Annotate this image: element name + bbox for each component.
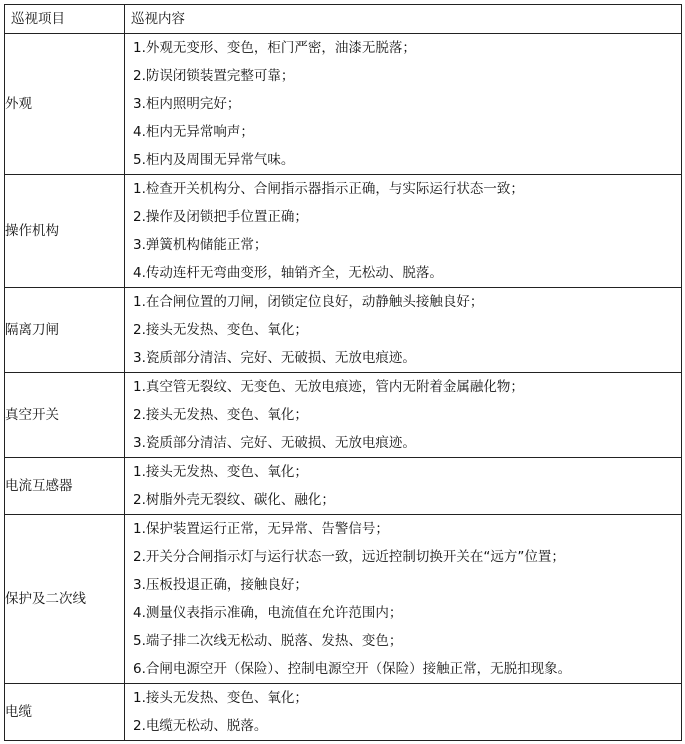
list-item: 1.在合闸位置的刀闸，闭锁定位良好，动静触头接触良好； <box>133 294 484 310</box>
table-row <box>5 373 682 458</box>
header-row <box>5 5 682 34</box>
row-items <box>125 684 682 741</box>
row-category: 真空开关 <box>5 373 125 458</box>
list-item: 1.接头无发热、变色、氧化； <box>133 464 308 480</box>
row-items <box>125 34 682 175</box>
row-category: 操作机构 <box>5 175 125 288</box>
list-item: 2.接头无发热、变色、氧化； <box>133 322 308 338</box>
table-row <box>5 175 682 288</box>
table-row <box>5 458 682 515</box>
list-item: 2.电缆无松动、脱落。 <box>133 718 268 734</box>
list-item: 4.传动连杆无弯曲变形，轴销齐全，无松动、脱落。 <box>133 265 443 281</box>
table-row <box>5 515 682 684</box>
inspection-table <box>4 4 682 741</box>
list-item: 6.合闸电源空开（保险）、控制电源空开（保险）接触正常，无脱扣现象。 <box>133 661 572 677</box>
list-item: 3.弹簧机构储能正常； <box>133 237 268 253</box>
header-inspection-content: 巡视内容 <box>125 5 682 34</box>
row-category: 隔离刀闸 <box>5 288 125 373</box>
list-item: 1.接头无发热、变色、氧化； <box>133 690 308 706</box>
row-items <box>125 175 682 288</box>
row-items <box>125 458 682 515</box>
list-item: 1.真空管无裂纹、无变色、无放电痕迹，管内无附着金属融化物； <box>133 379 524 395</box>
list-item: 2.开关分合闸指示灯与运行状态一致，远近控制切换开关在“远方”位置； <box>133 549 565 565</box>
table-row <box>5 34 682 175</box>
list-item: 3.瓷质部分清洁、完好、无破损、无放电痕迹。 <box>133 350 416 366</box>
row-category: 电缆 <box>5 684 125 741</box>
list-item: 2.防误闭锁装置完整可靠； <box>133 68 295 84</box>
row-items <box>125 373 682 458</box>
list-item: 3.柜内照明完好； <box>133 96 241 112</box>
list-item: 1.外观无变形、变色，柜门严密，油漆无脱落； <box>133 40 416 56</box>
row-items <box>125 288 682 373</box>
header-inspection-item: 巡视项目 <box>5 5 125 34</box>
list-item: 2.接头无发热、变色、氧化； <box>133 407 308 423</box>
row-category: 外观 <box>5 34 125 175</box>
list-item: 2.树脂外壳无裂纹、碳化、融化； <box>133 492 335 508</box>
list-item: 5.柜内及周围无异常气味。 <box>133 152 295 168</box>
list-item: 5.端子排二次线无松动、脱落、发热、变色； <box>133 633 403 649</box>
row-category: 保护及二次线 <box>5 515 125 684</box>
table-row <box>5 288 682 373</box>
row-category: 电流互感器 <box>5 458 125 515</box>
list-item: 4.柜内无异常响声； <box>133 124 254 140</box>
list-item: 3.瓷质部分清洁、完好、无破损、无放电痕迹。 <box>133 435 416 451</box>
list-item: 3.压板投退正确，接触良好； <box>133 577 308 593</box>
table-row <box>5 684 682 741</box>
list-item: 4.测量仪表指示准确，电流值在允许范围内； <box>133 605 403 621</box>
list-item: 1.检查开关机构分、合闸指示器指示正确，与实际运行状态一致； <box>133 181 524 197</box>
row-items <box>125 515 682 684</box>
list-item: 2.操作及闭锁把手位置正确； <box>133 209 308 225</box>
list-item: 1.保护装置运行正常，无异常、告警信号； <box>133 521 389 537</box>
